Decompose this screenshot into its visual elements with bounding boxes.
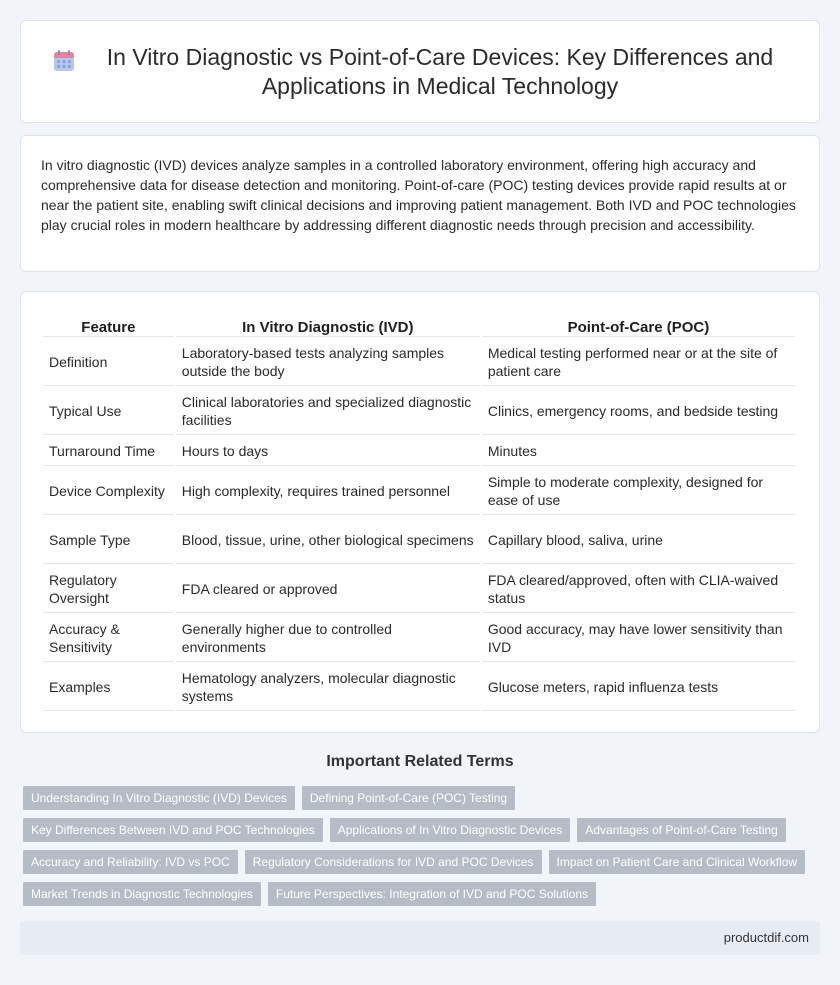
table-row bbox=[43, 337, 795, 386]
header-feature: Feature bbox=[43, 314, 174, 337]
feature-cell: Typical Use bbox=[43, 386, 174, 435]
ivd-cell: Hematology analyzers, molecular diagnostic systems bbox=[176, 662, 480, 711]
table-row bbox=[43, 466, 795, 515]
comparison-table-card bbox=[20, 291, 820, 733]
table-row bbox=[43, 386, 795, 435]
ivd-cell: Laboratory-based tests analyzing samples outside the body bbox=[176, 337, 480, 386]
comparison-table bbox=[41, 314, 797, 711]
intro-paragraph: In vitro diagnostic (IVD) devices analyze samples in a controlled laboratory environment, offering high accuracy and comprehensive data for disease detection and monitoring. Point-of-care (POC) testing devices provide rapid results at or near the patient site, enabling swift clinical decisions and improving patient management. Both IVD and POC technologies play crucial roles in modern healthcare by addressing different diagnostic needs through precision and accessibility. bbox=[41, 157, 796, 233]
page-title: In Vitro Diagnostic vs Point-of-Care Devices: Key Differences and Applications in Medical Technology bbox=[106, 43, 774, 99]
table-row bbox=[43, 613, 795, 662]
poc-cell: Clinics, emergency rooms, and bedside testing bbox=[482, 386, 795, 435]
related-term-tag[interactable]: Regulatory Considerations for IVD and POC Devices bbox=[245, 850, 542, 874]
title-wrap bbox=[21, 21, 819, 122]
poc-cell: Capillary blood, saliva, urine bbox=[482, 515, 795, 564]
table-row bbox=[43, 564, 795, 613]
ivd-cell: Clinical laboratories and specialized diagnostic facilities bbox=[176, 386, 480, 435]
footer bbox=[20, 921, 820, 955]
table-row bbox=[43, 435, 795, 466]
related-term-tag[interactable]: Defining Point-of-Care (POC) Testing bbox=[302, 786, 515, 810]
ivd-cell: Hours to days bbox=[176, 435, 480, 466]
related-term-tag[interactable]: Key Differences Between IVD and POC Technologies bbox=[23, 818, 323, 842]
poc-cell: Medical testing performed near or at the site of patient care bbox=[482, 337, 795, 386]
header-ivd: In Vitro Diagnostic (IVD) bbox=[176, 314, 480, 337]
related-term-tag[interactable]: Advantages of Point-of-Care Testing bbox=[577, 818, 786, 842]
feature-cell: Definition bbox=[43, 337, 174, 386]
feature-cell: Device Complexity bbox=[43, 466, 174, 515]
intro-card bbox=[20, 135, 820, 272]
table-header-row bbox=[43, 314, 795, 337]
related-terms-title: Important Related Terms bbox=[326, 753, 514, 770]
ivd-cell: Generally higher due to controlled environments bbox=[176, 613, 480, 662]
poc-cell: Good accuracy, may have lower sensitivity than IVD bbox=[482, 613, 795, 662]
poc-cell: FDA cleared/approved, often with CLIA-waived status bbox=[482, 564, 795, 613]
related-term-tag[interactable]: Future Perspectives: Integration of IVD and POC Solutions bbox=[268, 882, 596, 906]
ivd-cell: High complexity, requires trained personnel bbox=[176, 466, 480, 515]
related-term-tag[interactable]: Understanding In Vitro Diagnostic (IVD) Devices bbox=[23, 786, 295, 810]
related-term-tag[interactable]: Market Trends in Diagnostic Technologies bbox=[23, 882, 261, 906]
feature-cell: Examples bbox=[43, 662, 174, 711]
ivd-cell: Blood, tissue, urine, other biological specimens bbox=[176, 515, 480, 564]
footer-site-link[interactable]: productdif.com bbox=[723, 930, 809, 945]
header-poc: Point-of-Care (POC) bbox=[482, 314, 795, 337]
related-term-tag[interactable]: Accuracy and Reliability: IVD vs POC bbox=[23, 850, 238, 874]
calendar-icon bbox=[51, 48, 77, 74]
poc-cell: Simple to moderate complexity, designed for ease of use bbox=[482, 466, 795, 515]
feature-cell: Sample Type bbox=[43, 515, 174, 564]
related-terms-list bbox=[23, 786, 823, 914]
poc-cell: Glucose meters, rapid influenza tests bbox=[482, 662, 795, 711]
title-card bbox=[20, 20, 820, 123]
table-row bbox=[43, 662, 795, 711]
related-term-tag[interactable]: Impact on Patient Care and Clinical Workflow bbox=[549, 850, 806, 874]
table-row bbox=[43, 515, 795, 564]
feature-cell: Regulatory Oversight bbox=[43, 564, 174, 613]
poc-cell: Minutes bbox=[482, 435, 795, 466]
related-term-tag[interactable]: Applications of In Vitro Diagnostic Devices bbox=[330, 818, 571, 842]
feature-cell: Accuracy & Sensitivity bbox=[43, 613, 174, 662]
ivd-cell: FDA cleared or approved bbox=[176, 564, 480, 613]
feature-cell: Turnaround Time bbox=[43, 435, 174, 466]
